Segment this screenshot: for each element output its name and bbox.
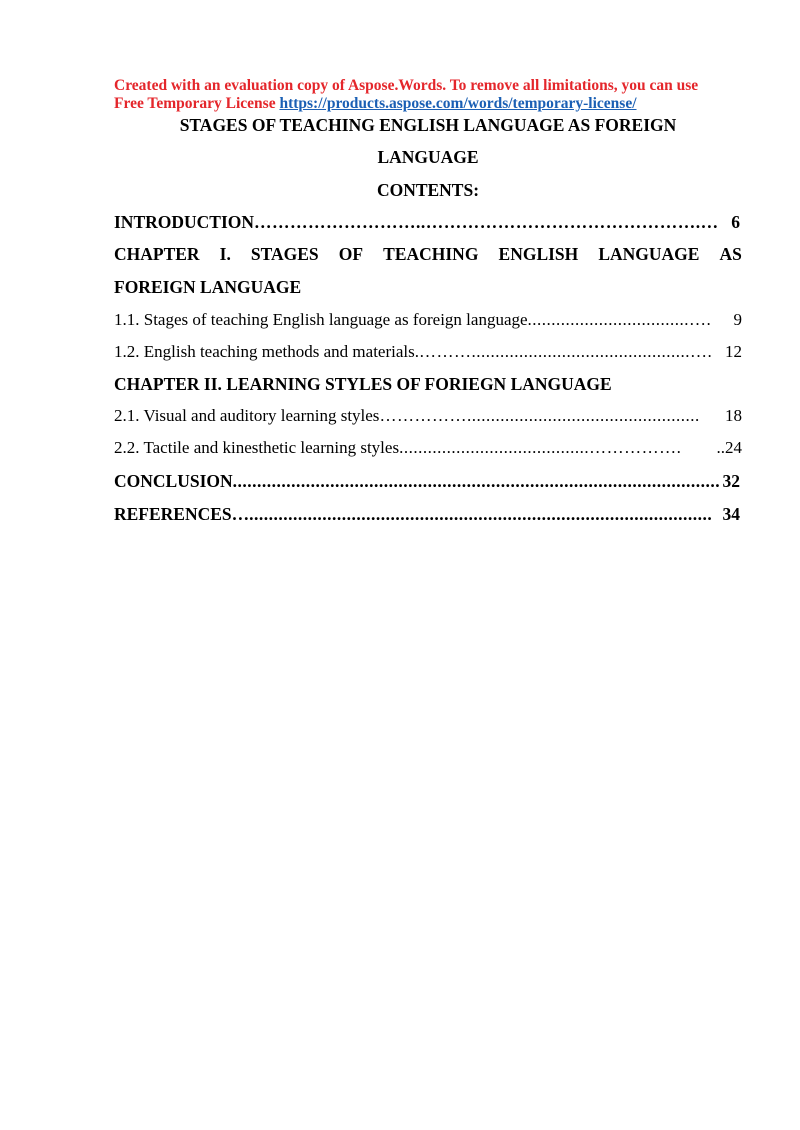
toc-word: OF xyxy=(338,244,364,264)
toc-page-number: 34 xyxy=(722,504,740,524)
toc-word: I. xyxy=(219,244,231,264)
toc-page-number: 32 xyxy=(722,471,740,491)
toc-word: STAGES xyxy=(250,244,319,264)
toc-entry-references[interactable] xyxy=(114,504,742,525)
toc-entry-1-1[interactable] xyxy=(114,310,742,330)
toc-leader-dots: ............................................................................................... xyxy=(249,504,713,524)
evaluation-notice-line1: Created with an evaluation copy of Aspose.Words. To remove all limitations, you can use xyxy=(114,77,699,94)
toc-page-number: 6 xyxy=(731,212,740,232)
temporary-license-link[interactable]: https://products.aspose.com/words/temporary-license/ xyxy=(279,95,637,112)
evaluation-notice-prefix: Free Temporary License xyxy=(114,95,280,112)
toc-label: INTRODUCTION xyxy=(114,212,255,232)
toc-entry-2-1[interactable] xyxy=(114,406,742,426)
toc-entry-introduction[interactable] xyxy=(114,212,742,233)
toc-word: AS xyxy=(719,244,742,264)
toc-label: 2.2. Tactile and kinesthetic learning styles xyxy=(114,438,400,457)
toc-label: CONCLUSION xyxy=(114,471,233,491)
toc-entry-1-2[interactable] xyxy=(114,342,742,362)
toc-page-number: 18 xyxy=(725,406,742,425)
toc-label: 2.1. Visual and auditory learning styles xyxy=(114,406,380,425)
toc-word: CHAPTER xyxy=(114,244,200,264)
contents-heading: CONTENTS: xyxy=(376,180,480,200)
toc-page-number: 12 xyxy=(725,342,742,361)
toc-leader-dots: ..................................…. xyxy=(527,310,712,329)
toc-leader-dots: ………..............................................…. xyxy=(419,342,713,361)
toc-leader-dots: ……………................................................. xyxy=(379,406,700,425)
document-title-line1: STAGES OF TEACHING ENGLISH LANGUAGE AS FOREIGN xyxy=(179,115,677,135)
evaluation-notice xyxy=(114,77,754,113)
toc-chapter-1-line1 xyxy=(114,244,742,265)
toc-entry-chapter-1-line2[interactable]: FOREIGN LANGUAGE xyxy=(114,277,302,297)
toc-entry-2-2[interactable] xyxy=(114,438,742,458)
document-title-line2: LANGUAGE xyxy=(377,147,479,167)
toc-word: TEACHING xyxy=(383,244,479,264)
toc-word: LANGUAGE xyxy=(598,244,700,264)
toc-label: 1.1. Stages of teaching English language as foreign language xyxy=(114,310,528,329)
toc-leader-dots: ………………………..……………………………………….… xyxy=(254,212,719,232)
toc-label: 1.2. English teaching methods and materials. xyxy=(114,342,419,361)
toc-label: REFERENCES… xyxy=(114,504,250,524)
toc-leader-dots: ........................................……………. xyxy=(399,438,682,457)
toc-word: ENGLISH xyxy=(498,244,579,264)
toc-entry-conclusion[interactable] xyxy=(114,471,742,492)
toc-leader-dots: .................................................................................................... xyxy=(232,471,721,491)
evaluation-notice-line2 xyxy=(114,95,754,113)
toc-page-number: ..24 xyxy=(716,438,742,457)
toc-page-number: 9 xyxy=(733,310,742,329)
toc-entry-chapter-1[interactable] xyxy=(114,244,742,265)
toc-entry-chapter-2[interactable]: CHAPTER II. LEARNING STYLES OF FORIEGN LANGUAGE xyxy=(114,374,612,394)
